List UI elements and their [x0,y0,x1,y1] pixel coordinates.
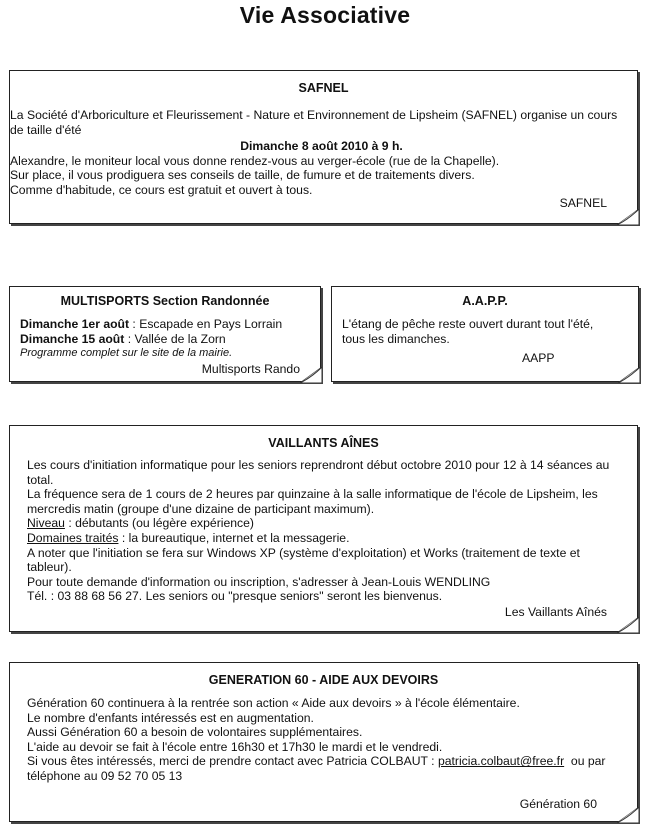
safnel-line: Comme d'habitude, ce cours est gratuit et ouvert à tous. [10,182,313,197]
multisports-heading: MULTISPORTS Section Randonnée [60,294,270,308]
contact-text-end: ou par [564,754,606,769]
multisports-signature: Multisports Rando [201,362,300,376]
page-curl-icon [300,367,322,383]
generation60-line: Aussi Génération 60 a besoin de volontaires supplémentaires. [27,725,363,740]
vaillants-paragraph: Les cours d'initiation informatique pour les seniors reprendront début octobre 2010 pour 12 à 14 séances au total. [27,458,610,487]
vaillants-paragraph: Pour toute demande d'information ou inscription, s'adresser à Jean-Louis WENDLING [27,574,491,589]
vaillants-level [27,516,627,531]
aapp-body [342,317,593,346]
domains-label: Domaines traités [27,530,119,545]
generation60-heading: GENERATION 60 - AIDE AUX DEVOIRS [208,673,439,687]
multisports-event [20,317,282,332]
contact-text: Si vous êtes intéressés, merci de prendre contact avec Patricia COLBAUT : [27,754,438,769]
aapp-line: L'étang de pêche reste ouvert durant tout l'été, [342,317,594,331]
safnel-date: Dimanche 8 août 2010 à 9 h. [240,139,403,154]
vaillants-domains [27,531,627,546]
event-text: : Escapade en Pays Lorrain [129,317,283,331]
generation60-body [27,696,627,784]
safnel-line: Sur place, il vous prodiguera ses conseils de taille, de fumure et de traitements divers. [10,168,475,183]
aapp-line: tous les dimanches. [342,331,450,346]
page-curl-icon [617,209,639,225]
safnel-body [10,108,633,198]
vaillants-signature: Les Vaillants Aînés [504,605,607,619]
vaillants-heading: VAILLANTS AÎNES [268,436,379,450]
event-date: Dimanche 1er août [20,317,130,331]
generation60-phone: téléphone au 09 52 70 05 13 [27,768,183,783]
generation60-notice [9,662,638,822]
level-text: : débutants (ou légère expérience) [64,516,254,531]
vaillants-notice [9,425,638,632]
page-title: Vie Associative [239,2,411,28]
vaillants-body [27,458,627,604]
level-label: Niveau [27,516,65,531]
generation60-signature: Génération 60 [519,797,597,811]
generation60-line: Le nombre d'enfants intéressés est en augmentation. [27,710,314,725]
vaillants-paragraph: A noter que l'initiation se fera sur Windows XP (système d'exploitation) et Works (traitement de texte et tableur). [27,545,580,575]
page-curl-icon [617,617,639,633]
safnel-line: Alexandre, le moniteur local vous donne rendez-vous au verger-école (rue de la Chapelle). [10,153,500,168]
page-curl-icon [618,367,640,383]
multisports-event [20,332,282,347]
safnel-intro: La Société d'Arboriculture et Fleurissement - Nature et Environnement de Lipsheim (SAFNEL) organise un cours de taille d'été [10,108,618,137]
email-link[interactable]: patricia.colbaut@free.fr [437,754,565,769]
aapp-notice [331,286,639,382]
safnel-heading: SAFNEL [298,81,349,95]
safnel-notice [9,70,638,224]
domains-text: : la bureautique, internet et la messagerie. [118,530,350,545]
aapp-signature: AAPP [522,351,555,365]
multisports-notice [9,286,321,382]
safnel-signature: SAFNEL [559,196,607,210]
vaillants-paragraph: La fréquence sera de 1 cours de 2 heures par quinzaine à la salle informatique de l'école de Lipsheim, les mercredis matin (groupe d'une dizaine de participant maximum). [27,487,598,516]
generation60-line: Génération 60 continuera à la rentrée son action « Aide aux devoirs » à l'école élémentaire. [27,696,520,710]
event-text: : Vallée de la Zorn [124,331,226,346]
page-curl-icon [617,807,639,823]
generation60-contact [27,754,627,769]
multisports-body [20,317,282,361]
generation60-line: L'aide au devoir se fait à l'école entre 16h30 et 17h30 le mardi et le vendredi. [27,739,443,754]
vaillants-paragraph: Tél. : 03 88 68 56 27. Les seniors ou "presque seniors" seront les bienvenus. [27,589,443,604]
event-date: Dimanche 15 août [20,331,125,346]
multisports-note: Programme complet sur le site de la mairie. [20,347,233,360]
aapp-heading: A.A.P.P. [462,294,508,308]
